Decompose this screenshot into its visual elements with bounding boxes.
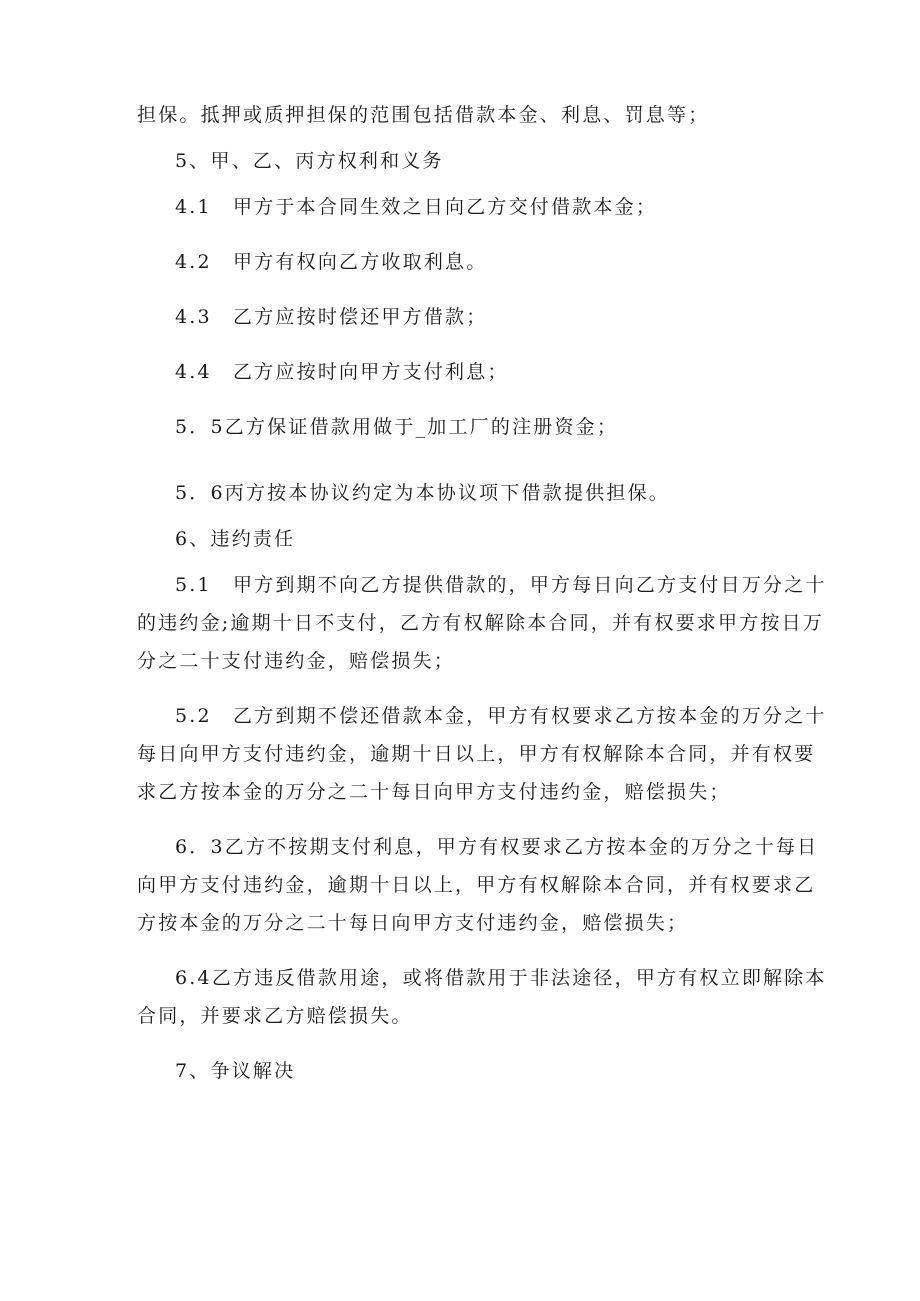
text-line: 4.1 甲方于本合同生效之日向乙方交付借款本金； bbox=[175, 196, 658, 218]
text-line: 担保。抵押或质押担保的范围包括借款本金、利息、罚息等； bbox=[137, 104, 710, 126]
text-line: 5.1 甲方到期不向乙方提供借款的，甲方每日向乙方支付日万分之十 bbox=[175, 574, 827, 596]
clause-6-3 bbox=[137, 828, 819, 942]
paragraph-guarantee-scope bbox=[137, 96, 790, 134]
clause-6-4 bbox=[137, 959, 827, 1035]
section-heading-dispute-resolution bbox=[137, 1052, 790, 1090]
text-line: 向甲方支付违约金，逾期十日以上，甲方有权解除本合同，并有权要求乙 bbox=[137, 874, 816, 896]
text-line: 求乙方按本金的万分之二十每日向甲方支付违约金，赔偿损失； bbox=[137, 781, 731, 803]
document-body bbox=[137, 96, 827, 1090]
section-heading-breach-liability bbox=[137, 520, 790, 558]
text-line: 方按本金的万分之二十每日向甲方支付违约金，赔偿损失； bbox=[137, 912, 689, 934]
clause-4-1 bbox=[137, 188, 790, 226]
text-line: 6．3乙方不按期支付利息，甲方有权要求乙方按本金的万分之十每日 bbox=[175, 836, 819, 858]
clause-5-5 bbox=[137, 408, 790, 446]
text-line: 7、争议解决 bbox=[175, 1060, 296, 1082]
text-line: 5．5乙方保证借款用做于_加工厂的注册资金； bbox=[175, 416, 619, 438]
clause-4-4 bbox=[137, 353, 790, 391]
text-line: 4.4 乙方应按时向甲方支付利息； bbox=[175, 361, 509, 383]
text-line: 5、甲、乙、丙方权利和义务 bbox=[175, 150, 444, 172]
clause-5-1 bbox=[137, 566, 827, 680]
text-line: 分之二十支付违约金，赔偿损失； bbox=[137, 650, 456, 672]
text-line: 4.2 甲方有权向乙方收取利息。 bbox=[175, 251, 488, 273]
text-line: 5．6丙方按本协议约定为本协议项下借款提供担保。 bbox=[175, 482, 670, 504]
text-line: 4.3 乙方应按时偿还甲方借款； bbox=[175, 306, 488, 328]
text-line: 合同，并要求乙方赔偿损失。 bbox=[137, 1005, 413, 1027]
text-line: 每日向甲方支付违约金，逾期十日以上，甲方有权解除本合同，并有权要 bbox=[137, 743, 816, 765]
text-line: 6、违约责任 bbox=[175, 528, 296, 550]
clause-5-6 bbox=[137, 474, 790, 512]
clause-4-3 bbox=[137, 298, 790, 336]
clause-5-2 bbox=[137, 697, 827, 811]
text-line: 5.2 乙方到期不偿还借款本金，甲方有权要求乙方按本金的万分之十 bbox=[175, 705, 827, 727]
section-heading-rights-obligations bbox=[137, 142, 790, 180]
text-line: 的违约金;逾期十日不支付，乙方有权解除本合同，并有权要求甲方按日万 bbox=[137, 612, 825, 634]
text-line: 6.4乙方违反借款用途，或将借款用于非法途径，甲方有权立即解除本 bbox=[175, 967, 827, 989]
clause-4-2 bbox=[137, 243, 790, 281]
